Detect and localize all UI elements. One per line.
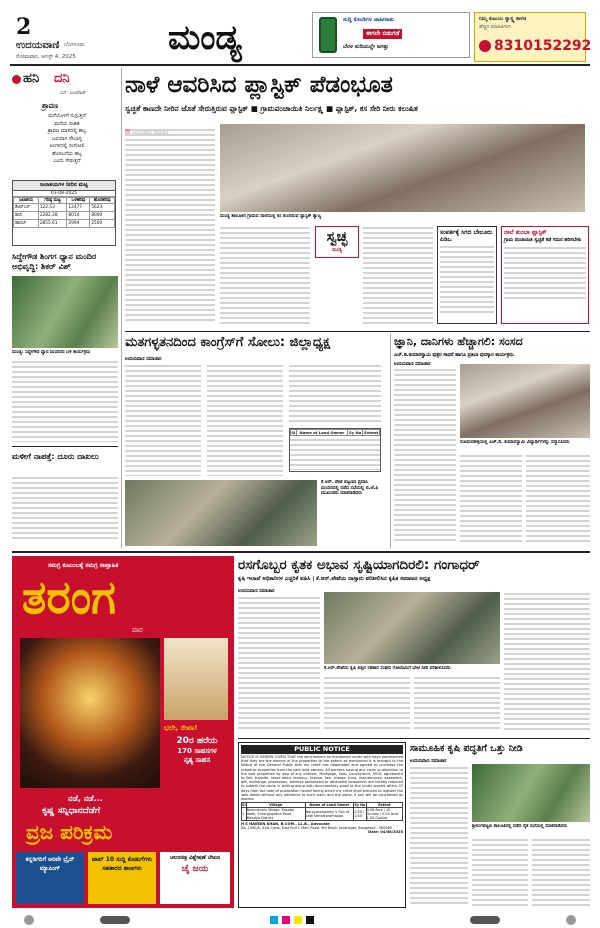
taranga-cover-line1: ನಡೆ, ನಡೆ... — [68, 794, 103, 803]
poem: ಮನೆಯೊಳಗೆ ನುಗ್ಗುತ್ತದೆ ಮನೆಯ ಸುಖಿತ ಶ್ರಾವಣ ಮಾಸದಲ್ಲಿ ಹಬ್ಬ ಬರುವಾಗ ಸೌಭಾಗ್ಯ ಅಂಗಳದಲ್ಲಿ ರಂಗೋಲಿ ಹೊಸಬಗೆಯ ಹಬ್ಬ ಬಂದು ಸೇರುತ್ತದೆ — [47, 113, 87, 164]
congress-headline: ಮತಗಳ್ಳತನದಿಂದ ಕಾಂಗ್ರೆಸ್‌ಗೆ ಸೋಲು: ಜಿಲ್ಲಾಧ್ಯಕ್ಷ — [125, 335, 331, 350]
lead-story — [125, 68, 590, 330]
reservoir-grid — [13, 197, 115, 228]
taranga-footer-box1: ಕನ್ನಡಿಗರಿಗೆ ಅರಿವೇ ಬ್ರೈನ್ ಮ್ಯಾಪಿಂಗ್ — [16, 852, 84, 904]
masthead-rule — [10, 64, 590, 66]
public-notice-advocate: H S HAVEEN KHAN, B.COM., LL.B., Advocate — [241, 822, 330, 827]
public-notice-date: Date: 04/08/2025 — [368, 830, 403, 835]
fertilizer-body-col1 — [238, 596, 320, 732]
left-story1-headline: ಸಿದ್ದೇಗೌಡ ಶಿಂಗ‌ಗ ಧ್ಯಾನ ಮಂದಿರ ಅಭಿವೃದ್ಧಿ: ಶಿಕರ್‌ ವಿಶ್‌ — [12, 252, 97, 271]
edition: ಬೆಂಗಳೂರು — [64, 42, 85, 48]
fertilizer-byline: ಉದಯವಾಣಿ ಸಮಾಚಾರ — [238, 589, 275, 594]
table-row: Sl Name of Land Owner Sy No Extent — [291, 430, 379, 435]
left-column — [12, 68, 118, 548]
left-story2-body — [12, 476, 118, 542]
registration-mark-icon — [566, 915, 576, 925]
collective-headline: ಸಾಮೂಹಿಕ ಕೃಷಿ ಪದ್ಧತಿಗೆ ಒತ್ತು ನೀಡಿ — [410, 743, 523, 754]
left-divider — [12, 446, 118, 447]
collective-body-col3 — [532, 838, 590, 906]
gnani-byline: ಉದಯವಾಣಿ ಸಮಾಚಾರ — [394, 362, 431, 367]
print-registration-marks — [0, 912, 600, 928]
taranga-side-promo — [164, 638, 228, 720]
color-bar-icon — [294, 916, 302, 924]
congress-body-col1 — [125, 364, 201, 476]
gnani-body-col1 — [394, 368, 456, 544]
divider-1 — [125, 331, 590, 332]
gnani-story — [394, 334, 590, 548]
collective-body-col2 — [472, 838, 528, 906]
phone-circle-icon — [479, 40, 491, 52]
lead-body-col3 — [363, 226, 433, 324]
table-row: ಕೆಆರ್‌ಎಸ್ 122.53 12477 5623 — [14, 204, 115, 212]
registration-mark-icon — [470, 916, 500, 924]
fertilizer-headline: ರಸಗೊಬ್ಬರ ಕೃತಕ ಅಭಾವ ಸೃಷ್ಟಿಯಾಗದಿರಲಿ: ಗಂಗಾಧರ್ — [238, 557, 480, 573]
section-title: ಮಂಡ್ಯ — [168, 18, 242, 58]
collective-story — [410, 742, 590, 908]
taranga-cover-line2: ಕೃಷ್ಣ ಸನ್ನಿಧಾನದೆಡೆಗೆ — [42, 806, 101, 816]
public-notice-title: PUBLIC NOTICE — [241, 745, 403, 754]
color-bar-icon — [306, 916, 314, 924]
congress-story — [125, 334, 387, 548]
hani-dani-bullet-icon — [12, 75, 21, 84]
paper-name: ಉದಯವಾಣಿ — [16, 40, 60, 51]
masthead — [0, 0, 600, 66]
table-row: ಕಬಿನಿ 2282.28 8014 8000 — [14, 212, 115, 220]
public-notice — [238, 742, 406, 908]
taranga-ad — [12, 556, 234, 908]
fertilizer-body-col3 — [414, 676, 500, 732]
column-divider — [121, 68, 122, 548]
taranga-weekday: ವಾರ — [132, 626, 143, 634]
collective-photo — [472, 764, 590, 822]
reservoir-title: ಜಲಾಶಯಗಳ ನೀರಿನ ಮಟ್ಟ — [13, 181, 115, 191]
fertilizer-body-col2 — [324, 676, 410, 732]
table-row: Sl Village Name of Land Owner Sy No Extent — [242, 803, 403, 808]
congress-byline: ಉದಯವಾಣಿ ಸಮಾಚಾರ — [125, 357, 162, 362]
lead-subhead: ಸ್ವಚ್ಛತೆ ಕಾಣದೇ ನೀರಿನ ಜೊತೆ ಸೇರುತ್ತಿರುವ ಪ್ಲಾಸ್ಟಿಕ್ ■ ಗ್ರಾಮಪಂಚಾಯಿತಿ ನಿರ್ಲಕ್ಷ್ಯ ■ ಪ್ಲಾಸ್ಟಿಕ್, ಕಸ ಸೇರಿ ನೀರು ಕಲುಷಿತ — [125, 104, 418, 113]
divider-3 — [238, 738, 590, 739]
taranga-footer-box2: ಟಾಪ್ 10 ಸುದ್ದಿ ಕೊಡುಗೆಗಳು ಸಹಕಾರದ ತಾಣಗಳು — [88, 852, 156, 904]
left-story1-caption: ಮಂಡ್ಯ: ಸಿದ್ದೇಗೌಡ ಧ್ಯಾನ ಮಂದಿರದ ಬಳಿ ಕಾರ್ಯಕ್ರಮ — [12, 350, 91, 355]
page-number: 2 — [16, 14, 32, 40]
swachh-badge: ಸ್ವಚ್ಛ ಮಂಡ್ಯ — [315, 226, 359, 258]
reservoir-table — [12, 180, 116, 246]
taranga-footer-box3: ಚಲನಚಿತ್ರ ವಿಶ್ಲೇಷಣೆ ಲೇಖನ ಜೈ ಜಯ — [160, 852, 230, 904]
lead-boxed-story: ಸಂಪರ್ಕಕ್ಕೆ ಸಿಗದ ಬೇಲೂರು ಪಿಡಿಒ — [437, 226, 497, 324]
left-story1-photo — [12, 276, 118, 348]
congress-caption: ಕೆ.ಆರ್. ಪೇಟೆ ಪಟ್ಟಣದ ಪ್ರವಾಸಿ ಮಂದಿರದಲ್ಲಿ ನಡೆದ ಸಭೆಯಲ್ಲಿ ಬಿ.ಜೆ.ಪಿ ಮುಖಂಡರು ಮಾತನಾಡಿದರು — [321, 480, 379, 496]
lead-headline: ನಾಳೆ ಆವರಿಸಿದ ಪ್ಲಾಸ್ಟಿಕ್ ಪೆಡಂಭೂತ — [125, 71, 393, 98]
gnani-body-col2 — [460, 454, 522, 544]
ad-phone-number: 8310152292 — [494, 38, 592, 54]
gnani-photo — [460, 364, 590, 438]
congress-inset-table — [289, 428, 381, 472]
lead-quote-box: ನಾಲೆ ತುಂಬಾ ಪ್ಲಾಸ್ಟಿಕ್ ಗ್ರಾಮ ಪಂಚಾಯಿತಿ ಸ್ವಚ್ಛತೆ ಕಡೆ ಗಮನ ಹರಿಸಬೇಕು — [501, 226, 589, 324]
masthead-ad-right: ನಿಮ್ಮ ಕುಟುಂಬ ಸ್ವಾಸ್ಥ್ಯ ಕಾಳಜಿ ಹೆಚ್ಚಿನ ಮಾಹಿತಿಗಾಗಿ 8310152292 — [474, 12, 586, 62]
registration-mark-icon — [100, 916, 130, 924]
public-notice-table — [241, 802, 403, 821]
reservoir-date: 03-08-2025 — [13, 191, 115, 197]
poem-title: ಶ್ರಾವಣ — [42, 102, 59, 110]
congress-body-col3 — [289, 364, 381, 424]
gnani-body-col3 — [526, 454, 590, 544]
fertilizer-story — [238, 556, 590, 736]
collective-body-col1 — [410, 766, 468, 906]
column-divider-2 — [390, 334, 391, 548]
taranga-promo1: ಭಲೇ, ರೇಖಾ! — [164, 724, 198, 732]
masthead-ad-center: ಸುದ್ದಿ ಕೊಂಡಿಗಳ ಜಾಹೀರಾತು ಈಗಲೇ ಬಿಡುಗಡೆ ಬೆರಳ ತುದಿಯಲ್ಲೇ ಜಗತ್ತು — [312, 12, 470, 58]
fertilizer-subhead: ಕೃಷಿ ಇಲಾಖೆ ಅಧಿಕಾರಿಗಳ ಎಚ್ಚರಿಕೆ ವಹಿಸಿ | ಕೆ.ಆರ್.ಪೇಟೆಯ ದಾಸ್ತಾನು ಪರಿಶೀಲಿಸಿದ ಕೃಷಿಕ ಸಮಾಜದ ಅಧ್ಯಕ್ಷ — [238, 576, 431, 582]
gnani-headline: ಜ್ಞಾನಿ, ದಾನಿಗಳು ಹೆಚ್ಚಾಗಲಿ: ಸಂಸದ — [394, 335, 523, 348]
congress-body-col2 — [207, 364, 283, 476]
collective-byline: ಉದಯವಾಣಿ ಸಮಾಚಾರ — [410, 759, 447, 764]
gnani-subhead: ಎಚ್.ಡಿ.ಕುಮಾರಸ್ವಾಮಿ ಪುತ್ರರ ಸಾಧನೆ ಹಾಗೂ ಪ್ರತಿಭಾ ಪುರಸ್ಕಾರ ಕಾರ್ಯಕ್ರಮ — [394, 353, 514, 358]
congress-photo — [125, 480, 317, 546]
taranga-cover-title: ವ್ರಜ ಪರಿಕ್ರಮ — [26, 820, 113, 844]
divider-2 — [12, 551, 590, 553]
hani-dani-title: ಹನಿ ದನಿ — [12, 70, 118, 88]
registration-mark-icon — [24, 915, 34, 925]
taranga-promo2: 20ರ ಹರೆಯ 170 ಸಾಹಸಗಳ ನೃತ್ಯ ಸಾಹಸ — [176, 736, 218, 764]
collective-caption: ಶ್ರೀರಂಗಪಟ್ಟಣ ತಾಲೂಕಿನಲ್ಲಿ ನಡೆದ ರೈತ ಸಭೆಯಲ್ಲಿ ಮಾತನಾಡಿದರು — [472, 824, 568, 829]
gnani-caption: ಸೋಮನಹಳ್ಳಿಯಲ್ಲಿ ಎಚ್.ಡಿ. ಕುಮಾರಸ್ವಾಮಿ ವಿದ್ಯಾರ್ಥಿಗಳನ್ನು ಸನ್ಮಾನಿಸಿದರು — [460, 440, 570, 445]
taranga-cover-image — [20, 638, 160, 788]
table-row: ಹಾರಂಗಿ 2855.61 2994 2500 — [14, 220, 115, 228]
lead-body-col2 — [220, 226, 310, 324]
left-story1-body — [12, 360, 118, 442]
lead-photo — [220, 124, 585, 212]
fertilizer-body-col4 — [504, 592, 590, 732]
table-row: 1 Bommanalu Village, Kasaba Hobli, Srirangapatna Taluk, Mandya District Narayanaswamy V Son of Late Venkataramappa 1/1B / 1/1B 0.08 Acre / 10 Guntas / 0.03 Acre 1.50 Guntas — [242, 808, 403, 821]
lead-photo-caption: ಮಂಡ್ಯ ತಾಲೂಕಿನ ಗ್ರಾಮದ ನಾಲೆಯಲ್ಲಿ ಕಸ ತುಂಬಿರುವ ಪ್ಲಾಸ್ಟಿಕ್ ತ್ಯಾಜ್ಯ — [220, 214, 322, 219]
color-bar-icon — [270, 916, 278, 924]
public-notice-address: No. 1090/A, 41st Cross, East End C Main Road, 9th Block, Jayanagar, Bangalore - 560069 — [241, 826, 392, 831]
taranga-tagline: ಸಮಗ್ರ ಕುಟುಂಬಕ್ಕೆ ಸಮಗ್ರ ಸಾಪ್ತಾಹಿಕ — [48, 562, 119, 569]
color-bar-icon — [282, 916, 290, 924]
taranga-title: ತರಂಗ — [22, 570, 116, 624]
date-line: ಸೋಮವಾರ, ಆಗಸ್ಟ್ 4, 2025 — [16, 54, 76, 60]
left-story2-headline: ಮಳೀಗೆ ನಾಪತ್ತೆ: ದೂರು ದಾಖಲು — [12, 452, 99, 461]
lead-body-col1 — [125, 128, 215, 324]
table-row: ಜಲಾಶಯ ಗರಿಷ್ಠ ಮಟ್ಟ ಒಳಹರಿವು ಹೊರಹರಿವು — [14, 198, 115, 204]
public-notice-body: NOTICE IS HEREBY GIVEN THAT the land owners as mentioned under with have represented that they are the owners of the properties to the extent as mentioned it is brought to the Notice of the General Public that my client has negotiated and agreed to purchase the schedule properties from the said land owners. All persons having any claim or objection to the said properties by way of any interest, Mortgage, Sale, Conveyance, MOU, agreement to Sell, transfer, lease deed, tenancy, license, lien, charge, trust, maintenance, easement, gift, exchange, possession, adverse possession or otherwise howsoever are hereby required to submit the same in writing along with documentary proof to the under signed within 07 days from the date of publication hereof failing which my client shall proceed to register the sale deeds without any reference to such claim and the same, if any will be considered as waived. — [241, 755, 403, 802]
phone-icon — [319, 17, 337, 53]
fertilizer-caption: ಕೆ.ಆರ್.ಪೇಟೆಯ ಕೃಷಿ ಪತ್ತಿನ ಸಹಕಾರ ಸಂಘದ ಗೋದಾಮಿಗೆ ಭೇಟಿ ನೀಡಿ ಪರಿಶೀಲಿಸಿದರು — [324, 666, 451, 671]
fertilizer-photo — [324, 592, 500, 664]
hani-dani-byline: ಎಸ್. ಜಂಟಿರಾಜ್ — [60, 91, 87, 96]
